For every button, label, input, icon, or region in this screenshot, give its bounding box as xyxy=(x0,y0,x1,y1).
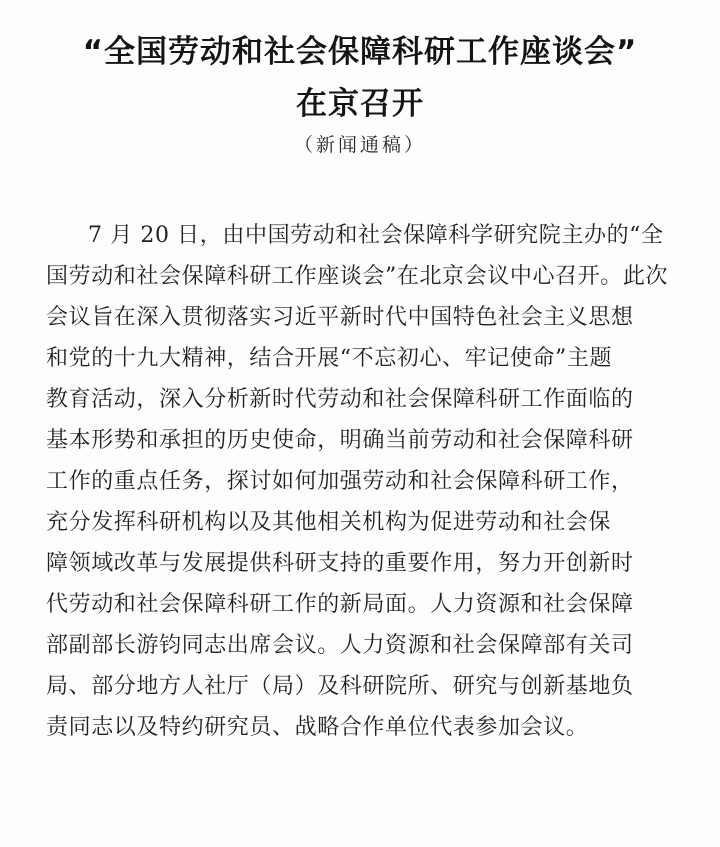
body-line: 部副部长游钧同志出席会议。人力资源和社会保障部有关司 xyxy=(46,633,634,658)
body-line: 障领域改革与发展提供科研支持的重要作用，努力开创新时 xyxy=(46,551,634,576)
body-line: 充分发挥科研机构以及其他相关机构为促进劳动和社会保 xyxy=(46,510,612,535)
document-title-line-2: 在京召开 xyxy=(296,86,424,122)
body-line: 工作的重点任务，探讨如何加强劳动和社会保障科研工作， xyxy=(46,469,634,494)
body-line: 7 月 20 日，由中国劳动和社会保障科学研究院主办的“全 xyxy=(88,223,664,248)
body-line: 责同志以及特约研究员、战略合作单位代表参加会议。 xyxy=(46,715,589,740)
body-line: 局、部分地方人社厅（局）及科研院所、研究与创新基地负 xyxy=(46,674,634,699)
body-line: 教育活动，深入分析新时代劳动和社会保障科研工作面临的 xyxy=(46,387,634,412)
body-line: 会议旨在深入贯彻落实习近平新时代中国特色社会主义思想 xyxy=(46,305,634,330)
body-line: 代劳动和社会保障科研工作的新局面。人力资源和社会保障 xyxy=(46,592,634,617)
body-line: 和党的十九大精神，结合开展“不忘初心、牢记使命”主题 xyxy=(46,346,613,371)
body-line: 基本形势和承担的历史使命，明确当前劳动和社会保障科研 xyxy=(46,428,634,453)
body-line: 国劳动和社会保障科研工作座谈会”在北京会议中心召开。此次 xyxy=(46,264,669,289)
document-title-line-1: “全国劳动和社会保障科研工作座谈会” xyxy=(82,34,638,70)
document-subtitle: （新闻通稿） xyxy=(293,134,426,156)
